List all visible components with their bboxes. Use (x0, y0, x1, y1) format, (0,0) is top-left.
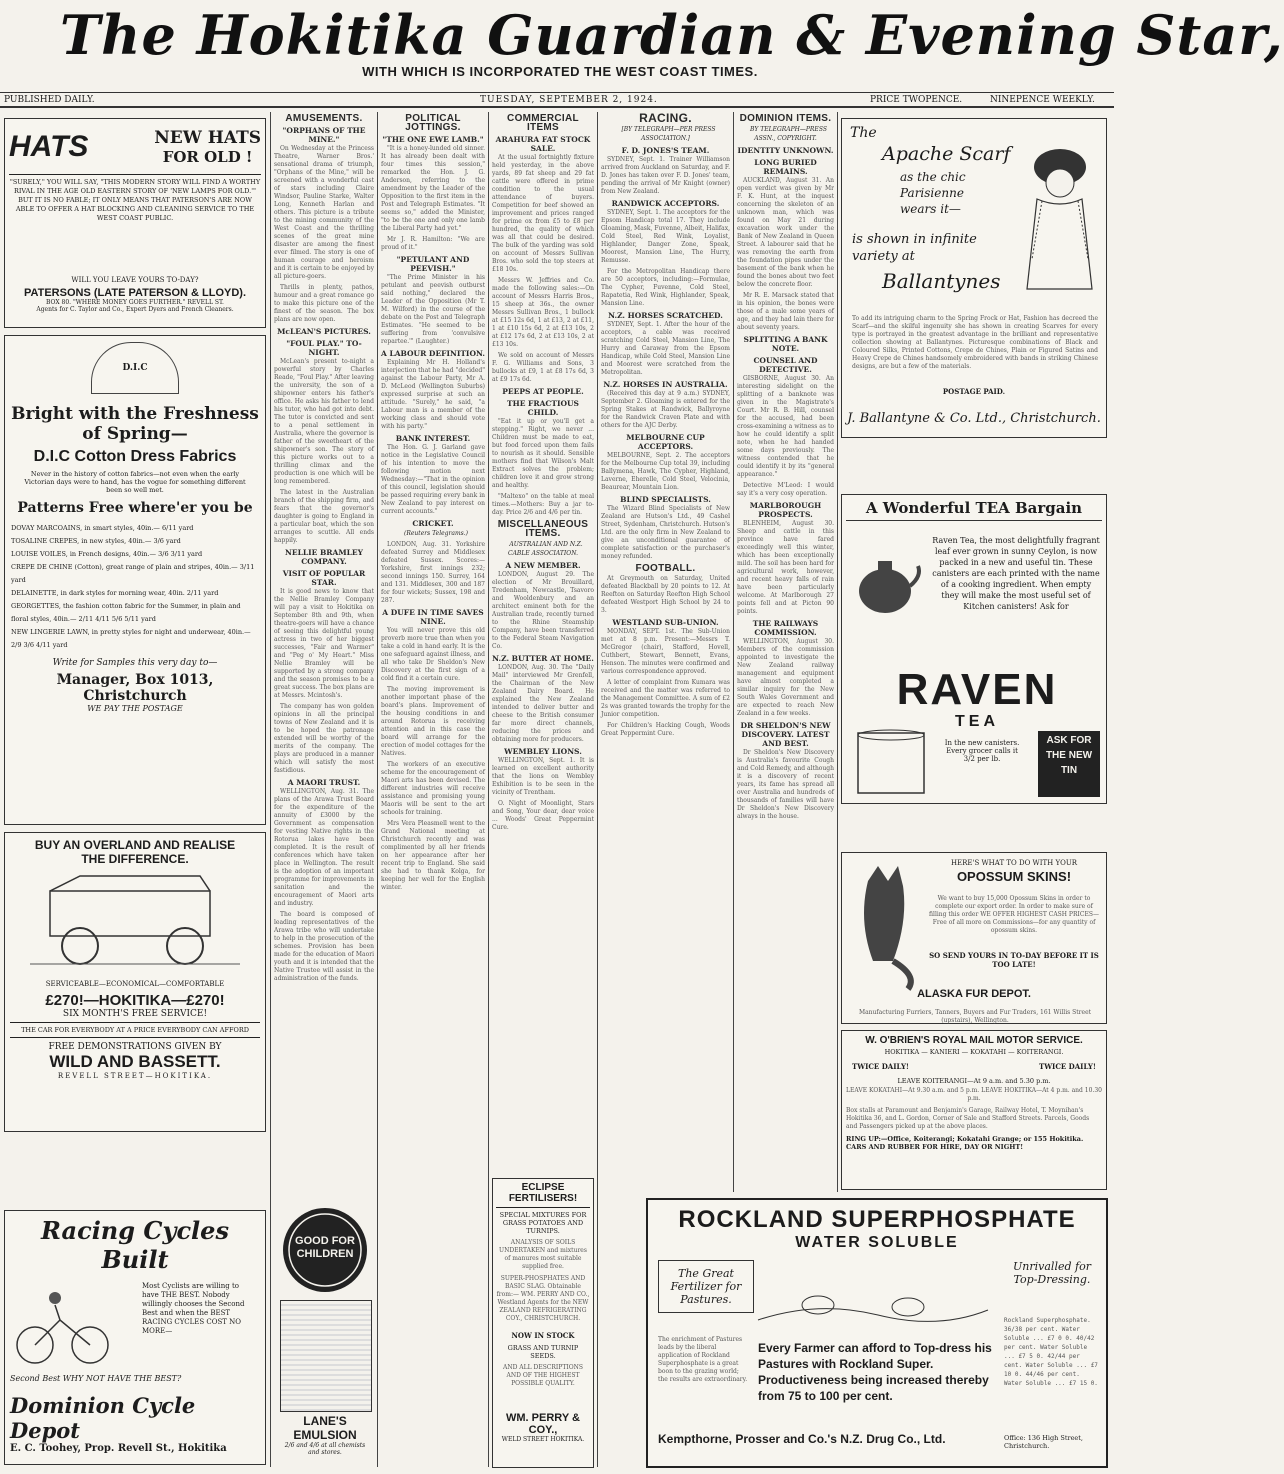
column-rule (377, 112, 378, 1467)
teapot-icon (850, 531, 920, 631)
dominion-heading: DOMINION ITEMS. (739, 113, 832, 124)
motor-route: HOKITIKA — KANIERI — KOKATAHI — KOITERANGI. (884, 1048, 1064, 1056)
dic-item: NEW LINGERIE LAWN, in pretty styles for night and underwear, 40in.— 2/9 3/6 4/11 yard (11, 628, 251, 649)
overland-heading: BUY AN OVERLAND AND REALISE (34, 838, 236, 852)
column-rule (837, 112, 838, 1192)
splitting-heading: SPLITTING A BANK NOTE. (743, 335, 828, 353)
lanes-brand: LANE'S EMULSION (293, 1414, 357, 1442)
dic-subheading: D.I.C Cotton Dress Fabrics (33, 448, 237, 465)
rockland-office: Office: 136 High Street, Christchurch. (1004, 1434, 1083, 1450)
cyclists-illustration-icon (10, 1280, 140, 1370)
commercial-heading: COMMERCIAL ITEMS (507, 113, 579, 133)
eclipse-firm: WM. PERRY & COY., (506, 1412, 580, 1436)
hats-firm: PATERSONS (LATE PATERSON & LLOYD). (23, 287, 247, 299)
eclipse-grass: GRASS AND TURNIP SEEDS. (507, 1344, 579, 1360)
cycles-ad (4, 1210, 266, 1465)
dic-ad (4, 335, 266, 825)
masthead-subtitle: WITH WHICH IS INCORPORATED THE WEST COAST TIMES. (362, 64, 758, 79)
overland-line: SERVICEABLE—ECONOMICAL—COMFORTABLE (45, 980, 225, 988)
cycles-heading: Racing Cycles Built (41, 1216, 229, 1274)
misc-heading: MISCELLANEOUS ITEMS. (497, 519, 589, 539)
dic-item: CREPE DE CHINE (Cotton), great range of plain and stripes, 40in.— 3/11 yard (11, 563, 255, 584)
lanes-price: 2/6 and 4/6 at all chemists and stores. (284, 1442, 366, 1456)
tea-tin-icon (854, 727, 934, 797)
dic-item-list (11, 522, 259, 652)
dic-item: LOUISE VOILES, in French designs, 40in.— 3/6 3/11 yard (11, 550, 203, 558)
hats-box: BOX 80. "WHERE MONEY GOES FURTHER." REVELL ST. (46, 299, 224, 306)
motor-leave: LEAVE KOITERANGI—At 9 a.m. and 5.30 p.m. (897, 1077, 1051, 1085)
dic-item: DOVAY MARCOAINS, in smart styles, 40in.— 6/11 yard (11, 524, 194, 532)
sheldon-heading: DR SHELDON'S NEW DISCOVERY. LATEST AND BEST. (740, 721, 831, 748)
rockland-firm: Kempthorne, Prosser and Co.'s N.Z. Drug Co., Ltd. (658, 1432, 946, 1446)
hats-agents: Agents for C. Taylor and Co., Expert Dyers and French Cleaners. (36, 306, 234, 313)
cricket-heading: CRICKET. (412, 519, 454, 528)
apache-store: Ballantynes (882, 269, 1001, 293)
rockland-left-panel: The Great Fertilizer for Pastures. (658, 1260, 754, 1313)
dic-write: Write for Samples this very day to— (52, 658, 218, 668)
column-rule (733, 112, 734, 1192)
overland-demo: FREE DEMONSTRATIONS GIVEN BY (48, 1042, 222, 1052)
published-label: PUBLISHED DAILY. (4, 95, 95, 105)
column-commercial: COMMERCIAL ITEMS ARAHURA FAT STOCK SALE. At the usual fortnightly fixture held yesterday, in the above yards, 89 fat sheep and 29 fat cattle were offered in prime condition to the usual attendance of buyers. Competition for beef showed an improvement and prices ranged for prime ox from £5 to £8 per hundred, the quality of which was all that could be desired. The bulk of the yarding was sold on account of Messrs Sullivan Bros. who sold the top steers at £18 10s. Messrs W. Jeffries and Co. made the following sales:—On account of Messrs Harris Bros., 15 sheep at 36s., the owner Messrs Sullivan Bros., 1 bullock at £15 12s 6d, 1 at £13, 2 at £11, 1 at £10 15s 6d, 2 at £13 10s, 2 at £12 17s 6d, 2 at £13 10s, 2 at £13 10s. We sold on account of Messrs F. G. Williams and Sons, 3 bullocks at £9, 1 at £8 17s 6d, 3 at £9 17s 6d. PEEPS AT PEOPLE. THE FRACTIOUS CHILD. "Eat it up or you'll get a stepping." Right, we never ... Children must be made to eat, but food forced upon them fails to nourish as it should. Sensible mothers find that Wilson's Malt Extract solves the problem; children love it and grow strong and healthy. "Maltexo" on the table at meal times.—Mothers: Buy a jar to-day. Price 2/6 and 4/6 per tin. MISCELLANEOUS ITEMS. AUSTRALIAN AND N.Z. CABLE ASSOCIATION. A NEW MEMBER. LONDON, August 29. The election of Mr Brouillard, Tredenham, Newcastle, Tsavoro and Wooldenbury and an architect eminent both for the Australian trade, recently turned to the Rhine Steamship Company, have been transferred to the Federal Steam Navigation Co. N.Z. BUTTER AT HOME. LONDON, Aug. 30. The "Daily Mail" interviewed Mr Grenfell, the Chairman of the New Zealand Dairy Board. He explained the New Zealand intended to deliver butter and cheese to the British consumer far more direct channels, reducing the prices and obtaining more for producers. WEMBLEY LIONS. WELLINGTON, Sept. 1. It is learned on excellent authority that the lions on Wembley Exhibition is to be seen in the vicinity of Trentham. O. Night of Moonlight, Stars and Song, Your dear, dear voice ... Woods' Great Peppermint Cure. (492, 113, 594, 831)
dic-patterns: Patterns Free where'er you be (17, 500, 253, 516)
dic-body: Never in the history of cotton fabrics—not even when the early Victorian days were to hand, has the vogue for something different been so well met. (24, 470, 246, 494)
dufe-heading: A DUFE IN TIME SAVES NINE. (382, 608, 484, 626)
price-label: PRICE TWOPENCE. (870, 95, 963, 105)
dic-manager: Manager, Box 1013, Christchurch (56, 672, 214, 704)
apache-the: The (850, 125, 877, 141)
overland-ad (4, 832, 266, 1132)
weekly-price: NINEPENCE WEEKLY. (990, 95, 1095, 105)
melbourne-heading: MELBOURNE CUP ACCEPTORS. (626, 433, 705, 451)
apache-postage: POSTAGE PAID. (942, 387, 1006, 396)
railways-heading: THE RAILWAYS COMMISSION. (752, 619, 819, 637)
for-old-heading: FOR OLD ! (162, 148, 253, 166)
bank-heading: BANK INTEREST. (395, 434, 471, 443)
counsel-heading: COUNSEL AND DETECTIVE. (753, 356, 818, 374)
amusements-heading: AMUSEMENTS. (285, 113, 363, 124)
overland-price: £270!—HOKITIKA—£270! (45, 992, 225, 1009)
identity-heading: IDENTITY UNKNOWN. (737, 146, 834, 155)
apache-name: Apache Scarf (882, 143, 1011, 165)
apache-as: as the chic Parisienne wears it— (900, 170, 966, 216)
fractious-heading: THE FRACTIOUS CHILD. (507, 399, 579, 417)
motor-heading: W. O'BRIEN'S ROYAL MAIL MOTOR SERVICE. (865, 1035, 1083, 1046)
arahura-heading: ARAHURA FAT STOCK SALE. (495, 135, 591, 153)
butter-heading: N.Z. BUTTER AT HOME. (492, 654, 594, 663)
opossum-send: SO SEND YOURS IN TO-DAY BEFORE IT IS TOO LATE! (929, 951, 1099, 969)
raven-body: Raven Tea, the most delightfully fragrant leaf ever grown in sunny Ceylon, is now packed in a new and useful tin. These canisters are each printed with the name of a cooking ingredient. When empty they will make the most useful set of Kitchen canisters! Ask for (932, 536, 1100, 611)
racing-heading: RACING. (639, 111, 692, 125)
political-heading: POLITICAL JOTTINGS. (405, 113, 461, 133)
motor-service-ad: W. O'BRIEN'S ROYAL MAIL MOTOR SERVICE. HOKITIKA — KANIERI — KOKATAHI — KOITERANGI. TWICE DAILY! TWICE DAILY! LEAVE KOITERANGI—At 9 a.m. and 5.30 p.m. LEAVE KOKATAHI—At 9.30 a.m. and 5 p.m. LEAVE HOKITIKA—At 4 p.m. and 10.30 p.m. Box stalls at Paramount and Benjamin's Garage, Railway Hotel, T. Moynihan's Hokitika 36, and L. Gordon, Corner of Sale and Stafford Streets. Parcels, Goods and Passengers picked up at the above places. RING UP:—Office, Koiterangi; Kokatahi Grange; or 155 Hokitika. CARS AND RUBBER FOR HIRE, DAY OR NIGHT! (841, 1030, 1107, 1190)
overland-service: SIX MONTH'S FREE SERVICE! (62, 1009, 208, 1019)
column-rule (488, 112, 489, 1467)
car-illustration-icon (10, 866, 260, 976)
apache-scarf-ad: The Apache Scarf as the chic Parisienne wears it— is shown in infinite variety at Ballantynes To add its intriguing charm to the Spring Frock or Hat, Fashion has decreed the Scarf—and the skilful ingenuity she has shown in creating Scarves for every type is portrayed in the greatest advantage in the brilliant and representative collection showing at Ballantynes. Picturesque combinations of Black and Coloured Silks, Printed Cottons, Crepe de Chines, Plain or Figured Satins and Heavy Crepe de Chines handsomely embroidered with bands in striking Chinese designs, are but a few of the materials. POSTAGE PAID. J. Ballantyne & Co. Ltd., Christchurch. (841, 118, 1107, 438)
column-dominion: DOMINION ITEMS. BY TELEGRAPH—PRESS ASSN., COPYRIGHT. IDENTITY UNKNOWN. LONG BURIED REMAINS. AUCKLAND, August 31. An open verdict was given by Mr F. K. Hunt, at the inquest concerning the skeleton of an unknown man, which was found on May 21 during excavation work under the Bank of New Zealand in Queen Street. A labourer said that he was removing the earth from the foundation pipes under the basement of the bank when he found the bones about two feet below the concrete floor. Mr R. E. Marsack stated that in his opinion, the bones were those of a male some years of age, and they had lain there for about seventy years. SPLITTING A BANK NOTE. COUNSEL AND DETECTIVE. GISBORNE, August 30. An interesting sidelight on the splitting of a banknote was given in the Magistrate's Court. Mr R. B. Hill, counsel for the accused, had been cross-examining a witness as to how he could identify a split note, when he had handed some days previously. The witness contended that he could identify it by its "general appearance." Detective M'Leod: I would say it's a very cosy operation. MARLBOROUGH PROSPECTS. BLENHEIM, August 30. Sheep and cattle in this province have fared exceedingly well this winter, which has been exceptionally mild. The soil has been hard for agricultural work, however, and recent heavy falls of rain have been particularly welcome. At Marlborough 27 points fell and at Picton 90 points. THE RAILWAYS COMMISSION. WELLINGTON, August 30. Members of the commission appointed to investigate the New Zealand railway management and equipment have almost completed a similar inquiry for the New South Wales Government and are expected to reach New Zealand in a few weeks. DR SHELDON'S NEW DISCOVERY. LATEST AND BEST. Dr Sheldon's New Discovery is Australia's favourite Cough and Cold Remedy, and although it is a discovery of recent years, its fame has spread all over Australia and hundreds of thousands of families will have Dr Sheldon's New Discovery always in the house. (737, 113, 834, 820)
good-for-children-ad (280, 1205, 370, 1295)
column-political: POLITICAL JOTTINGS. "THE ONE EWE LAMB." "It is a honey-lunded old sinner. It has already been dealt with four times this session," remarked the Hon. J. G. Anderson, referring to the amendment by the Leader of the Opposition to the first item in the Post and Telegraph Estimates. "It seems so," added the Minister, "to be the one and only one lamb the Liberal Party had yet." Mr J. R. Hamilton: "We are proud of it." "PETULANT AND PEEVISH." "The Prime Minister in his petulant and peevish outburst said nothing," declared the Leader of the Opposition (Mr T. M. Wilford) in the course of the debate on the Post and Telegraph Estimates. "He seemed to be suffering from 'convulsive repartee.'" (Laughter.) A LABOUR DEFINITION. Explaining Mr H. Holland's interjection that he had "decided" against the Labour Party, Mr A. D. McLeod (Wellington Suburbs) expressed surprise at such an attitude. "Surely," he said, "a Labour man is a member of the working class and should vote with his party." BANK INTEREST. The Hon. G. J. Garland gave notice in the Legislative Council of his intention to move the following motion next Wednesday:—"That in the opinion of this council, legislation should be passed requiring every bank in New Zealand to pay interest on current accounts." CRICKET. (Reuters Telegrams.) LONDON, Aug. 31. Yorkshire defeated Surrey and Middlesex defeated Sussex. Scores:— Yorkshire, first innings 232; second innings 150. Surrey, 164 and 131. Middlesex, 300 and 187 for four wickets; Sussex, 198 and 287. A DUFE IN TIME SAVES NINE. You will never prove this old proverb more true than when you take a cold in hand early. It is the one safeguard against illness, and all who take Dr Sheldon's New Discovery at the first sign of a cold find it a certain cure. The moving improvement is another important phase of the board's plans. Improvement of the housing conditions in and around Rotorua is receiving attention and in this case the board will arrange for the erection of model cottages for the Natives. The workers of an executive scheme for the encouragement of Maori arts has been devised. The different industries will receive assistance and promising young Maoris will be sent to the art schools for training. Mrs Vera Pleasmell went to the Grand National meeting at Christchurch recently and was complimented by all her friends on her appearance after her recent trip to England. She said she had to thank Kolga, for keeping her well for the English winter. (381, 113, 485, 891)
dateline (0, 92, 1114, 108)
hats-ad (4, 118, 266, 328)
maori-trust-heading: A MAORI TRUST. (287, 778, 361, 787)
fox-illustration-icon (848, 861, 918, 991)
overland-street: REVELL STREET—HOKITIKA. (57, 1072, 213, 1080)
lanes-emulsion-ad (280, 1300, 370, 1465)
new-hats-heading: NEW HATS (154, 128, 261, 148)
raven-brand: RAVEN (896, 665, 1058, 714)
raven-tea-ad (841, 494, 1107, 804)
issue-date: TUESDAY, SEPTEMBER 2, 1924. (480, 95, 658, 105)
dic-item: GEORGETTES, the fashion cotton fabric for the Summer, in plain and floral styles, 40in.— 2/11 4/11 5/6 5/11 yard (11, 602, 241, 623)
rockland-heading: ROCKLAND SUPERPHOSPHATE (678, 1206, 1076, 1233)
marlborough-heading: MARLBOROUGH PROSPECTS. (749, 501, 822, 519)
eclipse-ad: ECLIPSE FERTILISERS! SPECIAL MIXTURES FOR GRASS POTATOES AND TURNIPS. ANALYSIS OF SOILS UNDERTAKEN and mixtures of manures most suitable supplied free. SUPER-PHOSPHATES AND BASIC SLAG. Obtainable from:— WM. PERRY AND CO., Westland Agents for the NEW ZEALAND REFRIGERATING COY., CHRISTCHURCH. NOW IN STOCK GRASS AND TURNIP SEEDS. AND ALL DESCRIPTIONS AND OF THE HIGHEST POSSIBLE QUALITY. WM. PERRY & COY., WELD STREET HOKITIKA. (492, 1178, 594, 1468)
column-racing: RACING. [BY TELEGRAPH—PER PRESS ASSOCIATION.] F. D. JONES'S TEAM. SYDNEY, Sept. 1. Trainer Williamson arrived from Auckland on Saturday, and F. D. Jones has taken over F. D. Jones' team, pending the arrival of Mr Knight (owner) from New Zealand. RANDWICK ACCEPTORS. SYDNEY, Sept. 1. The acceptors for the Epsom Handicap total 17. They include Gloaming, Mask, Fuvenne, Albeit, Halifax, Cold Steel, Red Wink, Loyalist, Highlander, Danger Zone, Speak, Moorest, Mansion Line, The Hurry, Remusse. For the Metropolitan Handicap there are 50 acceptors, including:—Formulae, The Cypher, Fuvenne, Cold Steel, Rapatetia, Red Wink, Highlander, Speak, Mansion Line. N.Z. HORSES SCRATCHED. SYDNEY, Sept. 1. After the hour of the acceptors, a cable was received scratching Cold Steel, Mansion Line, The Hurry and Caraway from the Epsom Handicap, while Cold Steel, Mansion Line and Moorest were scratched from the Metropolitan. N.Z. HORSES IN AUSTRALIA. (Received this day at 9 a.m.) SYDNEY, September 2. Gloaming is entered for the Spring Stakes at Randwick, Ballyroyne for the Randwick Craven Plate and with others for the AJC Derby. MELBOURNE CUP ACCEPTORS. MELBOURNE, Sept. 2. The acceptors for the Melbourne Cup total 39, including Ballymena, Hawk, The Cypher, Highland, Laverne, Eherelle, Cold Steel, Velocinia, Beaurear, Mountain Lion. BLIND SPECIALISTS. The Wizard Blind Specialists of New Zealand are Hutson's Ltd., 49 Cashel Street, Sydenham, Christchurch. Hutson's Ltd. are the only firm in New Zealand to give an unconditional guarantee of complete satisfaction or the purchaser's money refunded. FOOTBALL. At Greymouth on Saturday, United defeated Blackball by 20 points to 12. At Reefton on Saturday Reefton High School defeated Westport High School by 24 to 3. WESTLAND SUB-UNION. MONDAY, SEPT. 1st. The Sub-Union met at 8 p.m. Present:—Messrs T. McGregor (chair), Stafford, Hovell, Cuthbert, Stewart, Bennett, Evans, Henson. The minutes were confirmed and various correspondence approved. A letter of complaint from Kumara was received and the matter was referred to the Management Committee. A sum of £2 2s was granted towards the trophy for the Junior competition. For Children's Hacking Cough, Woods Great Peppermint Cure. (601, 111, 730, 737)
dic-item: TOSALINE CREPES, in new styles, 40in.— 3/6 yard (11, 537, 181, 545)
visit-heading: VISIT OF POPULAR STAR. (282, 569, 366, 587)
rockland-right-panel: Unrivalled for Top-Dressing. (1013, 1260, 1091, 1286)
woman-in-scarf-illustration-icon (1012, 139, 1100, 299)
blind-heading: BLIND SPECIALISTS. (620, 495, 711, 504)
apache-firm: J. Ballantyne & Co. Ltd., Christchurch. (847, 411, 1101, 426)
cycles-body: Most Cyclists are willing to have THE BEST. Nobody willingly chooses the Second Best and when the BEST RACING CYCLES COST NO MORE— (142, 1282, 245, 1335)
eclipse-address: WELD STREET HOKITIKA. (501, 1436, 585, 1443)
rockland-mid: Every Farmer can afford to Top-dress his Pastures with Rockland Super. Productiveness being increased thereby from 75 to 100 per cent. (758, 1341, 992, 1403)
column-rule (597, 112, 598, 1467)
column-rule (270, 112, 271, 1467)
emulsion-bottle-icon (280, 1300, 372, 1412)
petulant-heading: "PETULANT AND PEEVISH." (396, 255, 470, 273)
motor-twice-right: TWICE DAILY! (1038, 1062, 1096, 1071)
jones-heading: F. D. JONES'S TEAM. (621, 146, 710, 155)
rockland-subheading: WATER SOLUBLE (795, 1234, 959, 1251)
opossum-ad: HERE'S WHAT TO DO WITH YOUR OPOSSUM SKINS! We want to buy 15,000 Opossum Skins in order to complete our export order. In order to make sure of filling this order WE OFFER HIGHEST CASH PRICES—Free of all more on Commissions—for any quantity of opossum skins. SO SEND YOURS IN TO-DAY BEFORE IT IS TOO LATE! ALASKA FUR DEPOT. Manufacturing Furriers, Tanners, Buyers and Fur Traders, 161 Willis Street (upstairs), Wellington. (841, 852, 1107, 1024)
westland-heading: WESTLAND SUB-UNION. (612, 618, 719, 627)
cycles-address: E. C. Toohey, Prop. Revell St., Hokitika (10, 1443, 227, 1454)
foul-play-heading: "FOUL PLAY." TO-NIGHT. (286, 339, 362, 357)
opossum-firm: ALASKA FUR DEPOT. (917, 988, 1031, 1000)
overland-subheading: THE DIFFERENCE. (81, 852, 189, 866)
apache-shown: is shown in infinite variety at (852, 232, 977, 264)
raven-heading: A Wonderful TEA Bargain (846, 499, 1102, 521)
masthead-title: The Hokitika Guardian & Evening Star, (60, 3, 1284, 67)
football-heading: FOOTBALL. (635, 563, 696, 574)
buried-heading: LONG BURIED REMAINS. (754, 158, 817, 176)
dic-postage: WE PAY THE POSTAGE (87, 704, 183, 713)
hats-body: "SURELY," YOU WILL SAY, "THIS MODERN STORY WILL FIND A WORTHY RIVAL IN THE AGE OLD EASTERN STORY OF 'NEW LAMPS FOR OLD.'" BUT IT IS NO FABLE; IT ONLY MEANS THAT PATERSON'S ARE NOW ABLE TO OFFER A HAT BLOCKING AND CLEANING SERVICE TO THE WEST COAST PUBLIC. (9, 178, 261, 222)
eclipse-heading: ECLIPSE FERTILISERS! (508, 1182, 578, 1204)
motor-twice-left: TWICE DAILY! (852, 1062, 910, 1071)
cycles-firm: Dominion Cycle Depot (10, 1393, 196, 1443)
horses-scratched-heading: N.Z. HORSES SCRATCHED. (608, 311, 723, 320)
raven-ask-badge: ASK FOR THE NEW TIN (1038, 731, 1100, 797)
wembley-heading: WEMBLEY LIONS. (504, 747, 582, 756)
overland-firm: WILD AND BASSETT. (49, 1052, 221, 1071)
motor-ring: RING UP:—Office, Koiterangi; Kokatahi Grange; or 155 Hokitika. CARS AND RUBBER FOR HIRE, DAY OR NIGHT! (846, 1135, 1084, 1151)
australia-heading: N.Z. HORSES IN AUSTRALIA. (603, 380, 728, 389)
hats-heading: HATS (9, 130, 89, 163)
opossum-subheading: OPOSSUM SKINS! (956, 869, 1072, 884)
column-amusements: AMUSEMENTS. "ORPHANS OF THE MINE." On Wednesday at the Princess Theatre, Warner Bros.' sensational drama of triumph, "Orphans of the Mine," will be screened with a wonderful cast of stars including Claire Windsor, Pauline Starke, Walter Long, Kenneth Harlan and others. This picture is a tribute to the mining community of the West Coast and the thrilling scenes of the great mine disaster are among the finest ever filmed. The story is one of human courage and heroism and it is certain to be enjoyed by all picture-goers. Thrills in plenty, pathos, humour and a great romance go to make this picture one of the finest of the season. The box plans are now open. McLEAN'S PICTURES. "FOUL PLAY." TO-NIGHT. McLean's present to-night a powerful story by Charles Reade, "Foul Play." After leaving the university, the son of a shipowner enters his father's office. He asks his father to lend his tutor, who had got into debt. The tutor is convicted and sent to a penal settlement in Australia, where the governor is father of the sweetheart of the shipowner's son. The story of this picture works out to a thrilling climax and the production is one which will be long remembered. The latest in the Australian branch of the shipping firm, and fears that the governor's daughter is going to England in a particular boat, which the son arranges to scuttle. All ends happily. NELLIE BRAMLEY COMPANY. VISIT OF POPULAR STAR. It is good news to know that the Nellie Bramley Company will pay a visit to Hokitika on September 8th and 9th, when theatre-goers will have a chance of seeing this delightful young actress in two of her biggest successes, "Fair and Warmer" and "Peg o' My Heart." Miss Nellie Bramley will be supported by a strong company and the season promises to be a great success. The box plans are at Messrs. Mcintosh's. The company has won golden opinions in all the principal towns of New Zealand and it is to be hoped the patronage extended will be worthy of the merits of the company. The plays are produced in a manner which will satisfy the most fastidious. A MAORI TRUST. WELLINGTON, Aug. 31. The plans of the Arawa Trust Board for the expenditure of the annuity of £3000 by the Government as compensation for vesting Native rights in the Rotorua lakes have been completed. It is the result of conferences which have taken place in Wellington. The result is the adoption of an important programme for improvements in sanitation and the encouragement of Maori arts and industry. The board is composed of leading representatives of the Arawa tribe who will undertake to help in the prosecution of the schemes. Provision has been made for the education of Maori youth and it is intended that the Native Trustee will assist in the administration of the funds. (274, 113, 374, 982)
randwick-heading: RANDWICK ACCEPTORS. (611, 199, 720, 208)
member-heading: A NEW MEMBER. (505, 561, 581, 570)
labour-heading: A LABOUR DEFINITION. (381, 349, 485, 358)
orphans-heading: "ORPHANS OF THE MINE." (282, 126, 366, 144)
nellie-heading: NELLIE BRAMLEY COMPANY. (285, 548, 363, 566)
ewe-heading: "THE ONE EWE LAMB." (382, 135, 484, 144)
raven-note: In the new canisters. Every grocer calls it 3/2 per lb. (944, 739, 1020, 763)
mcleans-heading: McLEAN'S PICTURES. (277, 327, 371, 336)
peeps-heading: PEEPS AT PEOPLE. (502, 387, 584, 396)
good-text: GOOD FOR CHILDREN (295, 1235, 355, 1260)
eclipse-now: NOW IN STOCK (511, 1331, 575, 1340)
overland-every: THE CAR FOR EVERYBODY AT A PRICE EVERYBODY CAN AFFORD (21, 1026, 249, 1034)
raven-tea-word: TEA (955, 713, 999, 730)
dic-heading: Bright with the Freshness of Spring— (11, 404, 259, 444)
eclipse-sub: SPECIAL MIXTURES FOR GRASS POTATOES AND TURNIPS. (499, 1211, 587, 1235)
sheep-pasture-illustration-icon (758, 1260, 988, 1330)
cycles-ask: Second Best WHY NOT HAVE THE BEST? (10, 1374, 182, 1383)
dic-logo: D.I.C (91, 342, 179, 394)
dic-item: DELAINETTE, in dark styles for morning wear, 40in. 2/11 yard (11, 589, 219, 597)
opossum-heading: HERE'S WHAT TO DO WITH YOUR (950, 859, 1078, 867)
hats-footer: WILL YOU LEAVE YOURS TO-DAY? (71, 276, 199, 284)
rockland-ad: ROCKLAND SUPERPHOSPHATE WATER SOLUBLE The Great Fertilizer for Pastures. Unrivalled for Top-Dressing. The enrichment of Pastures leads by the liberal application of Rockland Superphosphate is a great boon to the grazing world; the results are extraordinary. Every Farmer can afford to Top-dress his Pastures with Rockland Super. Productiveness being increased thereby from 75 to 100 per cent. Rockland Superphosphate. 36/38 per cent. Water Soluble ... £7 0 0. 40/42 per cent. Water Soluble ... £7 5 0. 42/44 per cent. Water Soluble ... £7 10 0. 44/46 per cent. Water Soluble ... £7 15 0. Kempthorne, Prosser and Co.'s N.Z. Drug Co., Ltd. Office: 136 High Street, Christchurch. (646, 1198, 1108, 1468)
